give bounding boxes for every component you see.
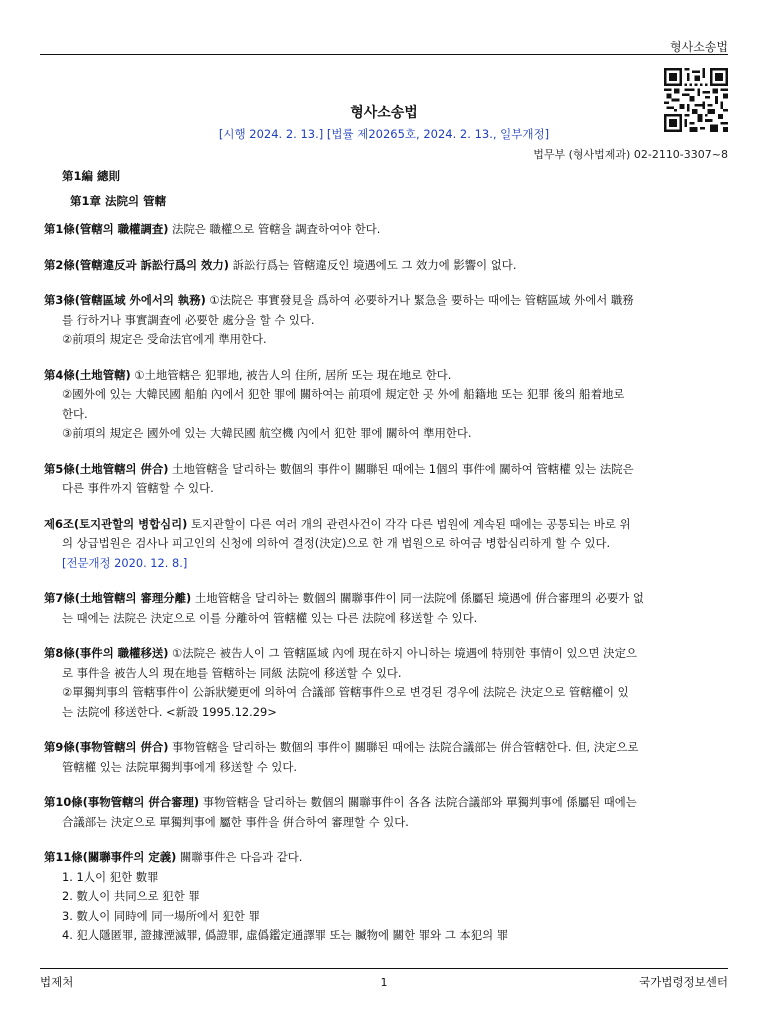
article-heading: 第4條(土地管轄) [44, 367, 131, 382]
article-line [44, 460, 732, 480]
list-item: 4. 犯人隱匿罪, 證據湮滅罪, 僞證罪, 虛僞鑑定通譯罪 또는 贓物에 關한 罪와 그 本犯의 罪 [62, 928, 509, 942]
article-text: ①法院은 被告人이 그 管轄區域 內에 現在하지 아니하는 境遇에 特別한 事情이 있으면 決定으 [168, 646, 637, 660]
article-6 [44, 515, 732, 574]
enforcement-info: [시행 2024. 2. 13.] [법률 제20265호, 2024. 2. 13., 일부개정] [218, 127, 550, 141]
article-text: ①法院은 事實發見을 爲하여 必要하거나 緊急을 要하는 때에는 管轄區域 外에서 職務 [205, 293, 634, 307]
article-4 [44, 366, 732, 444]
article-line: 管轄權 있는 法院單獨判事에게 移送할 수 있다. [62, 759, 298, 774]
article-11 [44, 848, 732, 946]
footer-divider [40, 968, 728, 969]
article-paragraph: ②單獨判事의 管轄事件이 公訴狀變更에 의하여 合議部 管轄事件으로 변경된 경우에 法院은 決定으로 管轄權이 있 [62, 685, 629, 699]
article-line [44, 589, 732, 609]
article-line [44, 220, 732, 240]
article-text: 事物管轄을 달리하는 數個의 事件이 關聯된 때에는 法院合議部는 倂合管轄한다. 但, 決定으로 [168, 740, 639, 754]
article-line [44, 366, 732, 386]
article-heading: 第2條(管轄違反과 訴訟行爲의 效力) [44, 257, 229, 272]
article-text: 토지관할이 다른 여러 개의 관련사건이 각각 다른 법원에 계속된 때에는 공통되는 바로 위 [187, 516, 631, 531]
article-heading: 第9條(事物管轄의 倂合) [44, 740, 169, 754]
article-line: 다른 事件까지 管轄할 수 있다. [62, 481, 214, 495]
ministry-contact: 법무부 (형사법제과) 02-2110-3307~8 [533, 148, 728, 161]
article-heading: 第11條(關聯事件의 定義) [44, 850, 177, 864]
article-line [44, 256, 732, 276]
article-line [44, 644, 732, 664]
article-heading: 第10條(事物管轄의 倂合審理) [44, 795, 200, 809]
document-title: 형사소송법 [350, 105, 418, 121]
article-line: 의 상급법원은 검사나 피고인의 신청에 의하여 결정(決定)으로 한 개 법원으로 하여금 병합심리하게 할 수 있다. [62, 536, 611, 550]
article-text: 土地管轄을 달리하는 數個의 關聯事件이 同一法院에 係屬된 境遇에 倂合審理의 必要가 없 [191, 591, 644, 605]
list-item: 3. 數人이 同時에 同一場所에서 犯한 罪 [62, 908, 260, 923]
article-text: 訴訟行爲는 管轄違反인 境遇에도 그 效力에 影響이 없다. [228, 257, 517, 272]
article-heading: 第1條(管轄의 職權調査) [44, 222, 169, 236]
footer-source: 국가법령정보센터 [639, 975, 728, 989]
amendment-note: [전문개정 2020. 12. 8.] [62, 555, 188, 570]
article-paragraph: ②國外에 있는 大韓民國 船舶 內에서 犯한 罪에 關하여는 前項에 規定한 곳 外에 船籍地 또는 犯罪 後의 船着地로 [62, 387, 625, 401]
article-line [44, 793, 732, 813]
article-heading: 第5條(土地管轄의 倂合) [44, 461, 169, 476]
article-10 [44, 793, 732, 832]
article-text: 事物管轄을 달리하는 數個의 關聯事件이 各各 法院合議部와 單獨判事에 係屬된 때에는 [199, 795, 637, 809]
article-line [44, 515, 732, 535]
article-line [44, 848, 732, 868]
list-item: 1. 1人이 犯한 數罪 [62, 869, 159, 884]
article-paragraph: ②前項의 規定은 受命法官에게 準用한다. [62, 332, 267, 346]
article-9 [44, 738, 732, 777]
part-heading: 第1編 總則 [62, 169, 121, 183]
article-heading: 第3條(管轄區域 外에서의 執務) [44, 293, 206, 307]
header-title: 형사소송법 [670, 40, 728, 54]
article-8 [44, 644, 732, 722]
article-heading: 第7條(土地管轄의 審理分離) [44, 591, 192, 605]
article-heading: 第8條(事件의 職權移送) [44, 646, 169, 660]
article-list [44, 220, 732, 962]
article-line [44, 291, 732, 311]
article-line: 한다. [62, 406, 88, 421]
article-heading: 제6조(토지관할의 병합심리) [44, 516, 188, 531]
article-1 [44, 220, 732, 240]
qr-code-icon [664, 68, 728, 132]
article-text: 土地管轄을 달리하는 數個의 事件이 關聯된 때에는 1個의 事件에 關하여 管轄權 있는 法院은 [168, 461, 634, 476]
article-line: 合議部는 決定으로 單獨判事에 屬한 事件을 倂合하여 審理할 수 있다. [62, 814, 409, 829]
chapter-heading: 第1章 法院의 管轄 [70, 194, 167, 208]
article-3 [44, 291, 732, 350]
article-line: 로 事件을 被告人의 現在地를 管轄하는 同級 法院에 移送할 수 있다. [62, 665, 402, 680]
page-number: 1 [380, 976, 388, 989]
article-line: 를 行하거나 事實調査에 必要한 處分을 할 수 있다. [62, 312, 315, 327]
article-line: 는 法院에 移送한다. <新設 1995.12.29> [62, 704, 277, 719]
list-item: 2. 數人이 共同으로 犯한 罪 [62, 889, 200, 903]
article-line: 는 때에는 法院은 決定으로 이를 分離하여 管轄權 있는 다른 法院에 移送할 수 있다. [62, 610, 478, 625]
article-7 [44, 589, 732, 628]
article-paragraph: ③前項의 規定은 國外에 있는 大韓民國 航空機 內에서 犯한 罪에 關하여 準用한다. [62, 426, 472, 440]
footer-publisher: 법제처 [40, 975, 74, 989]
article-line [44, 738, 732, 758]
article-2 [44, 256, 732, 276]
article-text: 法院은 職權으로 管轄을 調査하여야 한다. [168, 222, 381, 236]
header-divider [40, 54, 728, 55]
article-5 [44, 460, 732, 499]
article-text: ①土地管轄은 犯罪地, 被告人의 住所, 居所 또는 現在地로 한다. [130, 367, 452, 382]
article-text: 關聯事件은 다음과 같다. [176, 850, 303, 864]
